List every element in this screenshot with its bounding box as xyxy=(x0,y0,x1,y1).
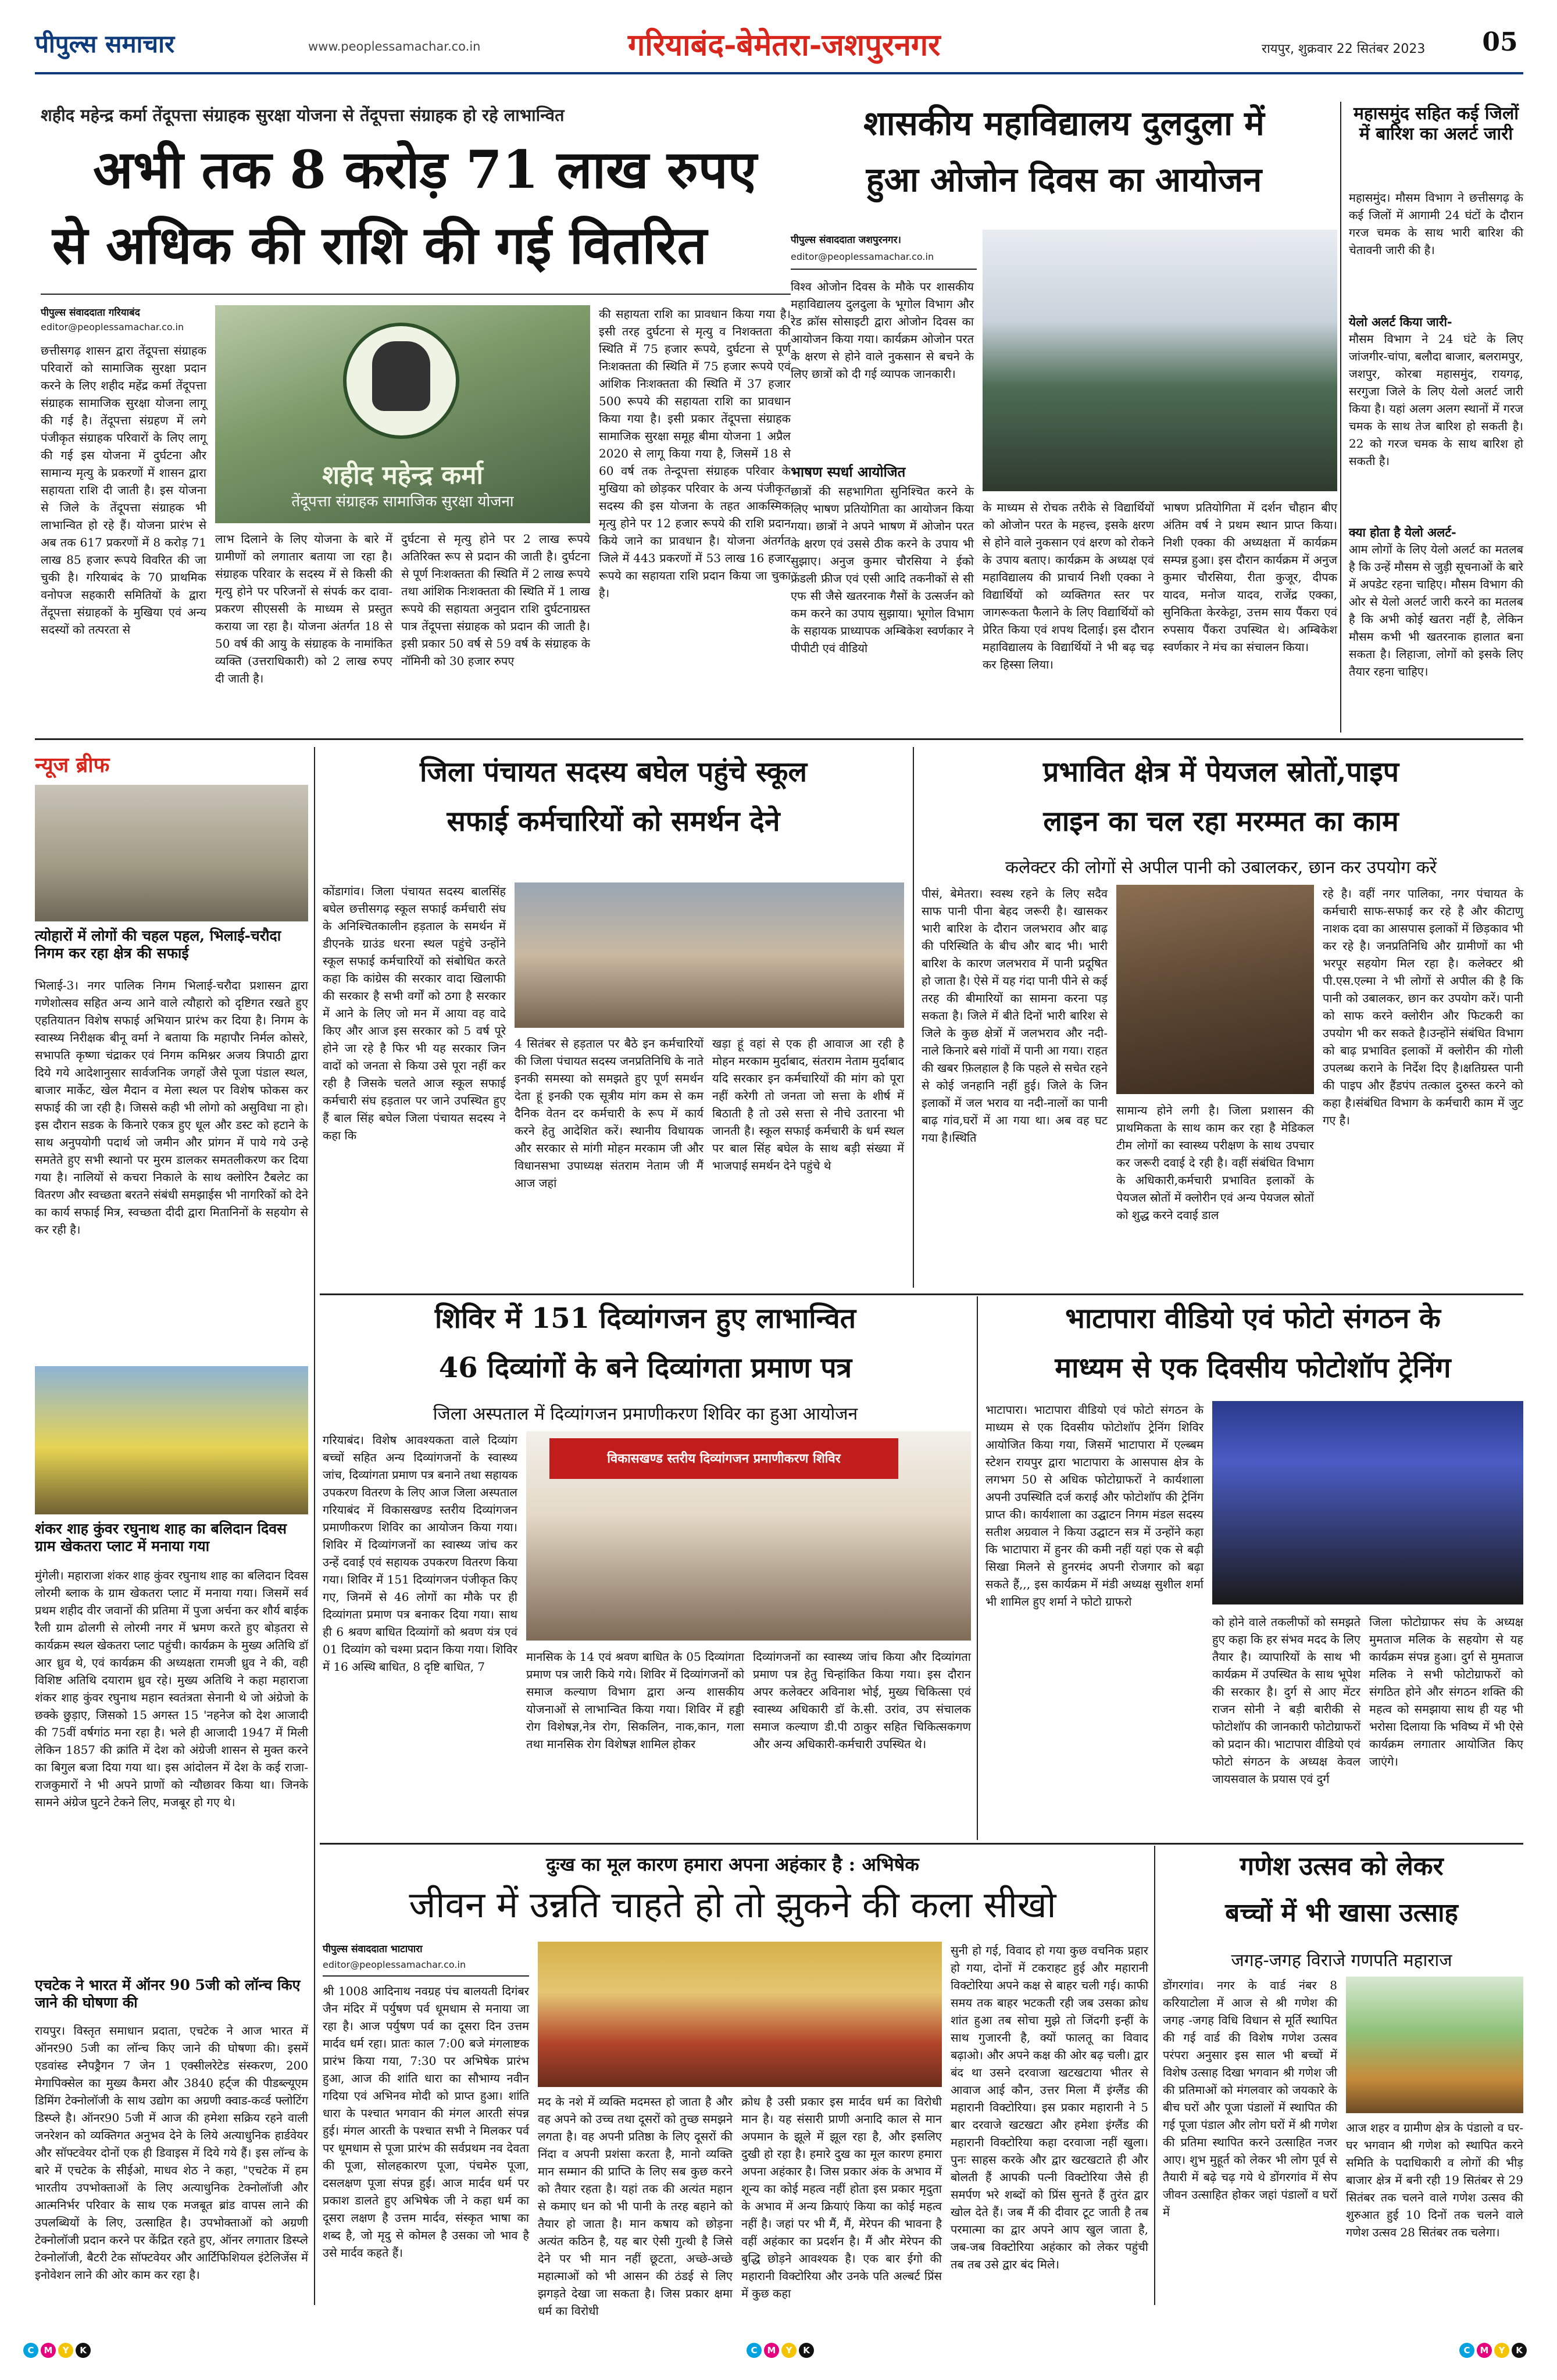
ozone-headline-2: हुआ ओजोन दिवस का आयोजन xyxy=(866,160,1262,199)
rain-sub-1: येलो अलर्ट किया जारी- xyxy=(1349,315,1452,329)
ganesh-deck: जगह-जगह विराजे गणपति महाराज xyxy=(1231,1950,1452,1971)
brief-3-headline: एचटेक ने भारत में ऑनर 90 5जी को लॉन्च किए जाने की घोषणा की xyxy=(35,1977,301,2011)
section-rule-1 xyxy=(35,738,1523,740)
rain-body-3: आम लोगों के लिए येलो अलर्ट का मतलब है कि उन्हें मौसम से जुड़ी सूचनाओं के बारे में अपडेट रहना चाहिए। मौसम विभाग की ओर से येलो अलर्ट जारी करने का मतलब है कि अभी कोई खतरा नहीं है, लेकिन मौसम कभी भी खतरनाक हालात बना सकता है। लिहाजा, लोगों को इसके लिए तैयार रहना चाहिए। xyxy=(1349,542,1523,678)
ozone-rule xyxy=(791,269,977,270)
divyang-photo xyxy=(526,1431,971,1641)
water-deck: कलेक्टर की लोगों से अपील पानी को उबालकर, छान कर उपयोग करें xyxy=(1005,857,1437,878)
brief-1-body: भिलाई-3। नगर पालिक निगम भिलाई-चरौदा प्रशासन द्वारा गणेशोत्सव सहित अन्य आने वाले त्यौहारो को दृष्टिगत रखते हुए एहतियातन विशेष सफाई अभियान प्रारंभ कर दिया है। निगम के स्वास्थ्य निरीक्षक बीनू वर्मा ने बताया कि महापौर निर्मल कोसरे, सभापति कृष्णा चंद्राकर एवं निगम कमिश्नर अजय त्रिपाठी द्वारा दिये गये आदेशानुसार सार्वजनिक जगहों जैसे पूजा पंडाल स्थल, बाजार मार्केट, खेल मैदान व मेला स्थल पर विशेष फोकस कर सफाई की जा रही है। जिससे कही भी लोगो को असुविधा ना हो। इस दौरान सडक के किनारे एकत्र हुए धूल और डस्ट को हटाने के साथ अनुपयोगी पदार्थ जो जमीन और प्रांगन में पाये गये उन्हे समतेते हुए सभी स्थानो पर मुरम डालकर समतलीकरण कर दिया गया है। नालियों से कचरा निकाले के साथ क्लोरिन टैबलेट का वितरण और स्वच्छता बरतने संबंधी समझाईस भी नागरिकों को देने का कार्य सफाई मित्र, स्वच्छता दीदी द्वारा मितानिनों के सहयोग से कर रही है। xyxy=(35,978,308,1237)
school-col-1: कोंडागांव। जिला पंचायत सदस्य बालसिंह बघेल छत्तीसगढ़ स्कूल सफाई कर्मचारी संघ के अनिश्चितकालीन हड़ताल के समर्थन में डीएनके ग्राउंड धरना स्थल पहुंचे उन्होंने स्कूल सफाई कर्मचारियों को संबोधित करते कहा कि कांग्रेस की सरकार वादा खिलाफी की सरकार है सभी वर्गों को ठगा है सरकार में आने के लिए जो मन में आया वह वादे किए और आज इस सरकार को 5 वर्ष पूरे होने जा रहे है फिर भी यह सरकार जिन वादों को जनता से किया उसे पूरा नहीं कर रही है जिसके चलते आज स्कूल सफाई कर्मचारी संघ हड़ताल पर जाने उपस्थित हुए हैं बाल सिंह बघेल जिला पंचायत सदस्य ने कहा कि xyxy=(323,884,506,1142)
lead-byline: पीपुल्स संवाददाता गरियाबंद xyxy=(41,307,140,319)
magenta-mark: M xyxy=(1477,2343,1492,2358)
lead-photo-caption-1: शहीद महेन्द्र कर्मा xyxy=(322,460,483,490)
divyang-photo-banner: विकासखण्ड स्तरीय दिव्यांगजन प्रमाणीकरण शिविर xyxy=(549,1438,898,1479)
lead-email: editor@peoplessamachar.co.in xyxy=(41,321,184,333)
ganesh-headline-1: गणेश उत्सव को लेकर xyxy=(1240,1852,1444,1881)
cyan-mark: C xyxy=(1459,2343,1474,2358)
yellow-mark: Y xyxy=(1494,2343,1509,2358)
page-number: 05 xyxy=(1482,27,1518,57)
jain-col-4: सुनी हो गई, विवाद हो गया कुछ वचनिक प्रहार हो गया, दोनों में टकराहट हुई और महारानी विक्टोरिया अपने कक्ष से बाहर चली गई। काफी समय तक बाहर भटकती रही जब उसका क्रोध शांत हुआ तब सोचा मुझे तो जिंदगी इन्हीं के साथ गुजारनी है, क्यों फालतू का विवाद बढ़ाओ। और अपने कक्ष की ओर बढ़ चली। द्वार बंद था उसने दरवाजा खटखटाया भीतर से आवाज आई कौन, उत्तर मिला मैं इंग्लैंड की महारानी विक्टोरिया। इस प्रकार महारानी ने 5 बार दरवाजे खटखटा और हमेशा इंग्लैंड की महारानी विक्टोरिया कहा दरवाजा नहीं खुला। पुनः साहस करके और द्वार खटखटाते ही और बोलती हैं आपकी पत्नी विक्टोरिया जैसे ही समर्पण भरे शब्दों को प्रिंस सुनते हैं तुरंत द्वार खोल देते हैं। जब मैं की दीवार टूट जाती है तब परमात्मा का द्वार अपने आप खुल जाता है, जब-जब विक्टोरिया अहंकार को लेकर पहुंची तब तब उसे द्वार बंद मिले। xyxy=(951,1943,1148,2271)
photoshop-headline-2: माध्यम से एक दिवसीय फोटोशॉप ट्रेनिंग xyxy=(1055,1352,1451,1384)
ganesh-col-1: डोंगरगांव। नगर के वार्ड नंबर 8 करियाटोला में आज से श्री गणेश की जगह -जगह विधि विधान से मूर्ति स्थापित की गई वार्ड की विशेष गणेश उत्सव परंपरा अनुसार इस साल भी बच्चों में विशेष उत्साह दिखा भगवान श्री गणेश जी की प्रतिमाओं को मंगलवार को जयकारे के बीच घरों और पूजा पंडालों में स्थापित की गई पूजा पंडाल और लोग घरों में श्री गणेश की प्रतिमा स्थापित करने उत्साहित नजर आए। शुभ मुहूर्त को लेकर भी लोग पूर्व से तैयारी में बढ़े चढ़ गये थे डोंगरगांव में सेप जीवन उत्साहित होकर जहां पंडालों व घरों में xyxy=(1163,1978,1338,2219)
ozone-email: editor@peoplessamachar.co.in xyxy=(791,251,934,262)
cyan-mark: C xyxy=(747,2343,762,2358)
portrait-icon xyxy=(372,341,430,411)
rain-headline: महासमुंद सहित कई जिलों में बारिश का अलर्ट जारी xyxy=(1353,103,1519,145)
lead-headline-2: से अधिक की राशि की गई वितरित xyxy=(52,215,707,276)
magenta-mark: M xyxy=(764,2343,779,2358)
divyang-headline-1: शिविर में 151 दिव्यांगजन हुए लाभान्वित xyxy=(434,1302,856,1335)
dateline: रायपुर, शुक्रवार 22 सितंबर 2023 xyxy=(1262,42,1426,56)
jain-col-3: क्रोध है उसी प्रकार इस मार्दव धर्म का विरोधी मान है। यह संसारी प्राणी अनादि काल से मान अपमान के झूले में झूल रहा है, और इसलिए दुखी हो रहा है। हमारे दुख का मूल कारण हमारा अपना अहंकार है। जिस प्रकार अंक के अभाव में शून्य का कोई महत्व नहीं होता इस प्रकार मृदुता के अभाव में अन्य क्रियाएं किया का कोई महत्व नहीं है। जहां पर भी मैं, मैं, मेरेपन की भावना है वहीं अहंकार का प्रदर्शन है। मैं और मेरेपन की बुद्धि छोड़ने आवश्यक है। एक बार ईगो की महारानी विक्टोरिया और उनके पति अल्बर्ट प्रिंस में कुछ कहा xyxy=(741,2095,942,2300)
jain-photo xyxy=(538,1942,942,2087)
brief-photo-1 xyxy=(35,785,308,921)
school-headline-2: सफाई कर्मचारियों को समर्थन देने xyxy=(447,805,780,838)
water-headline-1: प्रभावित क्षेत्र में पेयजल स्रोतों,पाइप xyxy=(1042,756,1399,788)
jain-col-2: मद के नशे में व्यक्ति मदमस्त हो जाता है और वह अपने को उच्च तथा दूसरों को तुच्छ समझने लगता है। वह अपनी प्रतिष्ठा के लिए दूसरों की निंदा व अपनी प्रशंसा करता है, मानो व्यक्ति मान सम्मान की प्राप्ति के लिए सब कुछ करने को तैयार रहता है। यहां तक की अत्यंत महान से कमाए धन को भी पानी के तरह बहाने को तैयार हो जाता है। मान कषाय को छोड़ना अत्यंत कठिन है, यह बार ऐसी गुत्थी है जिसे देने पर भी मान नहीं छूटता, अच्छे-अच्छे महात्माओं को भी आसन की ठंडई से लिए झगड़ते देखा जा सकता है। जिस प्रकार क्षमा धर्म का विरोधी xyxy=(538,2095,733,2318)
jain-col-1: श्री 1008 आदिनाथ नवग्रह पंच बालयती दिगंबर जैन मंदिर में पर्युषण पर्व धूमधाम से मनाया जा रहा है। आज पर्युषण पर्व का दूसरा दिन उत्तम मार्दव धर्म रहा। प्रातः काल 7:00 बजे मंगलाष्टक प्रारंभ किया गया, 7:30 पर अभिषेक प्रारंभ हुआ, आज की शांति धारा का सौभाग्य नवीन गदिया एवं अभिनव मोदी को प्राप्त हुआ। शांति धारा के पश्चात भगवान की मंगल आरती संपन्न हुई। मंगल आरती के पश्चात सभी ने मिलकर पर्व पर धूमधाम से पूजा प्रारंभ की सर्वप्रथम नव देवता की पूजा, सोलहकारण पूजा, पंचमेरु पूजा, दसलक्षण पूजा संपन्न हुई। आज मार्दव धर्म पर प्रकाश डालते हुए अभिषेक जी ने कहा धर्म का दूसरा लक्षण है उत्तम मार्दव, संस्कृत भाषा का शब्द है, जो मृदु से कोमल है उसका जो भाव है उसे मार्दव कहते हैं। xyxy=(323,1984,529,2260)
lead-photo-caption-2: तेंदूपत्ता संग्राहक सामाजिक सुरक्षा योजना xyxy=(291,493,514,510)
ozone-photo xyxy=(983,230,1337,491)
divyang-headline-2: 46 दिव्यांगों के बने दिव्यांगता प्रमाण पत्र xyxy=(438,1352,852,1384)
mid-divider-1 xyxy=(913,747,914,1288)
registration-marks-center xyxy=(747,2343,814,2358)
jain-rule xyxy=(323,1975,529,1977)
registration-marks-right xyxy=(1459,2343,1527,2358)
brief-2-headline: शंकर शाह कुंवर रघुनाथ शाह का बलिदान दिवस ग्राम खेकतरा प्लाट में मनाया गया xyxy=(35,1520,287,1554)
jain-byline: पीपुल्स संवाददाता भाटापारा xyxy=(323,1943,423,1955)
water-col-3: रहे है। वहीं नगर पालिका, नगर पंचायत के कर्मचारी साफ-सफाई कर रहे है और कीटाणु नाशक दवा का आसपास इलाकों में छिड़काव भी कर रहे है। जनप्रतिनिधि और ग्रामीणों का भी भरपूर सहयोग मिल रहा है। कलेक्टर श्री पी.एस.एल्मा ने भी लोगों से अपील की है कि पानी को उबालकर, छान कर उपयोग करें। पानी को साफ करने क्लोरीन और फिटकरी का उपयोग भी कर सकते है।उन्होंने संबंधित विभाग को बाढ़ प्रभावित इलाकों में क्लोरीन की गोली उपलब्ध कराने के निर्देश दिए है।क्षतिग्रस्त पानी की पाइप और हैंडपंप तत्काल दुरुस्त करने को कहा है।संबंधित विभाग के कर्मचारी काम में जुट गए है। xyxy=(1323,887,1523,1127)
photoshop-col-3: जिला फोटोग्राफर संघ के अध्यक्ष मुमताज मलिक के सहयोग से यह कार्यक्रम संपन्न हुआ। दुर्ग से मुमताज मलिक ने सभी फोटोग्राफरों को संगठित होने और संगठन शक्ति की महत्व को समझाया साथ ही यह भी भरोसा दिलाया कि भविष्य में भी ऐसे कार्यक्रम लगातार आयोजित किए जाएंगे। xyxy=(1369,1615,1523,1768)
ozone-col-1b: छात्रों की सहभागिता सुनिश्चित करने के लिए भाषण प्रतियोगिता का आयोजन किया गया। छात्रों ने अपने भाषण में ओजोन परत के क्षरण एवं उससे ठीक करने के उपाय भी सुझाए। अनुज कुमार चौरसिया ने ईको फ्रेंडली फ्रीज एवं एसी आदि तकनीकों से सी एफ सी जैसे खतरनाक गैसों के उत्सर्जन को कम करने का उपाय सुझाया। भूगोल विभाग के सहायक प्राध्यापक अम्बिकेश स्वर्णकार ने पीपीटी एवं वीडियो xyxy=(791,484,974,655)
ozone-col-2: के माध्यम से रोचक तरीके से विद्यार्थियों को ओजोन परत के महत्त्व, इसके क्षरण से होने वाले नुकसान एवं क्षरण को रोकने के उपाय बताए। कार्यक्रम के अध्यक्ष एवं महाविद्यालय की प्राचार्य निशी एक्का ने विद्यार्थियों को व्यक्तिगत स्तर पर जागरूकता फैलाने के लिए विद्यार्थियों को प्रेरित किया एवं शपथ दिलाई। इस दौरान महाविद्यालय के विद्यार्थियों ने भी बढ़ चढ़ कर हिस्सा लिया। xyxy=(983,501,1154,671)
rain-divider xyxy=(1340,102,1341,732)
ozone-byline: पीपुल्स संवाददाता जशपुरनगर। xyxy=(791,234,901,246)
brief-2-body: मुंगेली। महाराजा शंकर शाह कुंवर रघुनाथ शाह का बलिदान दिवस लोरमी ब्लाक के ग्राम खेकतरा प्लाट में मनाया गया। जिसमें सर्व प्रथम शहीद वीर जवानों की प्रतिमा में पुजा अर्चना कर शौर्य बाईक रैली ग्राम ढोलगी से लोरमी नगर में भ्रमण करते हुए बोड़तरा से कार्यक्रम स्थल खेकतरा प्लाट पहुंची। कार्यक्रम के मुख्य अतिथि डॉ आर ध्रुव थे, एवं कार्यक्रम की अध्यक्षता रामजी ध्रुव ने की, वही विशिष्ट अतिथि दयाराम ध्रुव रहे। मुख्य अतिथि ने कहा महाराजा शंकर शाह कुंवर रघुनाथ महान स्वतंत्रता सेनानी थे जो अंग्रेजो के छक्के छुड़ाए, जिसको 15 अगस्त 15 'नहनेज को देश आजादी की 75वीं वर्षगांठ मना रहा है। भले ही आजादी 1947 में मिली लेकिन 1857 की क्रांति में देश को अंग्रेजी शासन से मुक्त करने का बिगुल बजा दिया गया था। इस आंदोलन में देश के कई राजा-राजकुमारों ने भी अपने प्राणों को न्यौछावर किया था। जिनके सामने अंग्रेज घुटने टेकने लिए, मजबूर हो गए थे। xyxy=(35,1568,308,1809)
photoshop-photo xyxy=(1212,1401,1523,1604)
ganesh-photo xyxy=(1346,1977,1523,2113)
water-photo xyxy=(1116,885,1314,1094)
photoshop-headline-1: भाटापारा वीडियो एवं फोटो संगठन के xyxy=(1065,1302,1441,1335)
jain-kicker: दुःख का मूल कारण हमारा अपना अहंकार है : अभिषेक xyxy=(546,1853,919,1875)
ganesh-headline-2: बच्चों में भी खासा उत्साह xyxy=(1225,1898,1458,1928)
divyang-col-1: गरियाबंद। विशेष आवश्यकता वाले दिव्यांग बच्चों सहित अन्य दिव्यांगजनों के स्वास्थ्य जांच, दिव्यांगता प्रमाण पत्र बनाने तथा सहायक उपकरण वितरण के लिए आज जिला अस्पताल गरियाबंद में विकासखण्ड स्तरीय दिव्यांगजन प्रमाणीकरण शिविर का आयोजन किया गया। शिविर में दिव्यांगजनों का स्वास्थ्य जांच कर उन्हें दवाई एवं सहायक उपकरण वितरण किया गया। शिविर में 151 दिव्यांगजन पंजीकृत किए गए, जिनमें से 46 लोगों का मौके पर ही दिव्यांगता प्रमाण पत्र बनाकर दिया गया। साथ ही 6 श्रवण बाधित दिव्यांगों को श्रवण यंत्र एवं 01 दिव्यांग को चश्मा प्रदान किया गया। शिविर में 16 अस्थि बाधित, 8 दृष्टि बाधित, 7 xyxy=(323,1433,517,1674)
water-col-2: सामान्य होने लगी है। जिला प्रशासन की प्राथमिकता के साथ काम कर रहा है मेडिकल टीम लोगों का स्वास्थ्य परीक्षण के साथ उपचार कर जरूरी दवाई दे रही है। वहीं संबंधित विभाग के अधिकारी,कर्मचारी प्रभावित इलाकों के पेयजल स्रोतों में क्लोरीन एवं अन्य पेयजल स्रोतों को शुद्ध करने दवाई डाल xyxy=(1116,1103,1314,1222)
lead-col-4: की सहायता राशि का प्रावधान किया गया है। इसी तरह दुर्घटना से मृत्यु व निशक्तता की स्थिति में 75 हजार रूपये, दुर्घटना से पूर्ण निःशक्तता की स्थिति में 75 हजार रूपये एवं आंशिक निःशक्तता की स्थिति में 37 हजार 500 रूपये की सहायता राशि का प्रावधान किया गया है। इसी प्रकार तेंदूपत्ता संग्राहक सामाजिक सुरक्षा समूह बीमा योजना 1 अप्रैल 2020 से लागू किया गया है, जिसमें 18 से 60 वर्ष तक तेन्दूपत्ता संग्राहक परिवार के मुखिया को छोड़कर परिवार के अन्य पंजीकृत सदस्य की इस योजना के तहत आकस्मिक मृत्यु होने पर 12 हजार रूपये की राशि प्रदान किये जाने का प्रावधान है। योजना अंतर्गत जिले में 443 प्रकरणों में 53 लाख 16 हजार रूपये का सहायता राशि प्रदान किया जा चुका है। xyxy=(599,307,791,600)
masthead-website: www.peoplessamachar.co.in xyxy=(308,40,481,53)
brief-divider xyxy=(314,747,315,2305)
rain-body-1: महासमुंद। मौसम विभाग ने छत्तीसगढ़ के कई जिलों में आगामी 24 घंटों के दौरान गरज चमक के साथ भारी बारिश की चेतावनी जारी की है। xyxy=(1349,191,1523,257)
divyang-col-3: दिव्यांगजनों का स्वास्थ्य जांच किया और दिव्यांगता प्रमाण पत्र हेतु चिन्हांकित किया गया। इस दौरान अपर कलेक्टर अविनाश भोई, मुख्य चिकित्सा एवं स्वास्थ्य अधिकारी डॉ के.सी. उरांव, उप संचालक समाज कल्याण डी.पी ठाकुर सहित चिकित्सकगण और अन्य अधिकारी-कर्मचारी उपस्थित थे। xyxy=(753,1650,971,1751)
water-col-1: पीसं, बेमेतरा। स्वस्थ रहने के लिए सदैव साफ पानी पीना बेहद जरूरी है। खासकर भारी बारिश के दौरान जलभराव और बाढ़ की परिस्थिति के बीच और बाद भी। भारी बारिश के कारण जलभराव में पानी प्रदूषित हो जाता है। ऐसे में यह गंदा पानी पीने से कई तरह की बीमारियों का सामना करना पड़ सकता है। जिले में बीते दिनों भारी बारिश से जिले के कुछ क्षेत्रों में जलभराव और नदी-नाले किनारे बसे गांवों में पानी आ गया। राहत की खबर फ़िलहाल है कि पहले से सचेत रहने से कोई जनहानि नहीं हुई। जिले के जिन इलाकों में जल भराव या नदी-नालों का पानी बाढ़ गांव,घरों में आ गया था। अब वह घट गया है।स्थिति xyxy=(922,887,1108,1145)
yellow-mark: Y xyxy=(781,2343,797,2358)
jain-email: editor@peoplessamachar.co.in xyxy=(323,1959,466,1970)
lead-kicker: शहीद महेन्द्र कर्मा तेंदूपत्ता संग्राहक सुरक्षा योजना से तेंदूपत्ता संग्राहक हो रहे लाभान्वित xyxy=(41,105,565,125)
divyang-col-2: मानसिक के 14 एवं श्रवण बाधित के 05 दिव्यांगता प्रमाण पत्र जारी किये गये। शिविर में दिव्यांगजनों को समाज कल्याण विभाग द्वारा अन्य शासकीय योजनाओं से लाभान्वित किया गया। शिविर में हड्डी रोग विशेषज्ञ,नेत्र रोग, सिकलिन, नाक,कान, गला तथा मानसिक रोग विशेषज्ञ शामिल होकर xyxy=(526,1650,744,1751)
school-col-2: 4 सितंबर से हड़ताल पर बैठे इन कर्मचारियों की जिला पंचायत सदस्य जनप्रतिनिधि के नाते इनकी समस्या को समझते हुए पूर्ण समर्थन देता हूं इनकी एक सूत्रीय मांग कम से कम दैनिक वेतन दर कर्मचारी के रूप में कार्य करने हेतु आदेशित करें। स्थानीय विधायक और सरकार से मांगी मोहन मरकाम जी और विधानसभा उपाध्यक्ष संतराम नेताम जी मैं आज जहां xyxy=(515,1037,703,1190)
mid-divider-2 xyxy=(977,1296,978,1840)
water-headline-2: लाइन का चल रहा मरम्मत का काम xyxy=(1043,805,1399,838)
section-title: गरियाबंद-बेमेतरा-जशपुरनगर xyxy=(628,27,941,63)
lead-headline-1: अभी तक 8 करोड़ 71 लाख रुपए xyxy=(93,139,757,201)
black-mark: K xyxy=(76,2343,91,2358)
photoshop-col-1: भाटापारा। भाटापारा वीडियो एवं फोटो संगठन के माध्यम से एक दिवसीय फोटोशॉप ट्रेनिंग शिविर आयोजित किया गया, जिसमें भाटापारा में एल्ब्बम स्टेशन रायपुर द्वारा भाटापारा के आसपास क्षेत्र के लगभग 50 से अधिक फोटोग्राफरों ने कार्यशाला अपनी उपस्थिति दर्ज कराई और फोटोशॉप की ट्रेनिंग प्राप्त की। कार्यशाला का उद्घाटन निगम मंडल सदस्य सतीश अग्रवाल ने किया उद्घाटन सत्र में उन्होंने कहा कि भाटापारा में हुनर की कमी नहीं यहां एक से बढ़ी सिखा मिलने से हुनरमंद अपनी रोजगार को बढ़ा सकते हैं,,, इस कार्यक्रम में मंडी अध्यक्ष सुशील शर्मा भी शामिल हुए शर्मा ने फोटो ग्राफरो xyxy=(985,1403,1204,1609)
photoshop-col-2: को होने वाले तकलीफों को समझते हुए कहा कि हर संभव मदद के लिए तैयार है। व्यापारियों के साथ भी कार्यक्रम में उपस्थित के साथ भूपेश की सरकार है। दुर्ग से आए मेंटर राजन सोनी ने बड़ी बारीकी से फोटोशॉप की जानकारी फोटोग्राफरों को प्रदान की। भाटापारा वीडियो एवं फोटो संगठन के अध्यक्ष केवल जायसवाल के प्रयास एवं दुर्ग xyxy=(1212,1615,1360,1786)
lead-rule xyxy=(41,294,791,295)
divyang-deck: जिला अस्पताल में दिव्यांगजन प्रमाणीकरण शिविर का हुआ आयोजन xyxy=(433,1404,858,1424)
lead-col-2: लाभ दिलाने के लिए योजना के बारे में ग्रामीणों को लगातार बताया जा रहा है। संग्राहक परिवार के सदस्य में से किसी की मृत्यु होने पर परिजनों से संपर्क कर दावा-प्रकरण सीएससी के माध्यम से प्रस्तुत कराया जा रहा है। योजना अंतर्गत 18 से 50 वर्ष की आयु के संग्राहक के नामांकित व्यक्ति (उत्तराधिकारी) को 2 लाख रुपए दी जाती है। xyxy=(215,532,392,685)
registration-marks-left xyxy=(23,2343,91,2358)
brief-1-headline: त्योहारों में लोगों की चहल पहल, भिलाई-चरौदा निगम कर रहा क्षेत्र की सफाई xyxy=(35,927,281,962)
ozone-subhead: भाषण स्पर्धा आयोजित xyxy=(791,463,906,480)
section-rule-2 xyxy=(320,1293,1523,1295)
rain-sub-2: क्या होता है येलो अलर्ट- xyxy=(1349,525,1456,539)
school-headline-1: जिला पंचायत सदस्य बघेल पहुंचे स्कूल xyxy=(419,756,808,788)
yellow-mark: Y xyxy=(58,2343,73,2358)
lead-col-3: दुर्घटना से मृत्यु होने पर 2 लाख रूपये अतिरिक्त रूप से प्रदान की जाती है। दुर्घटना से पूर्ण निःशक्तता की स्थिति में 2 लाख रूपये तथा आंशिक निःशक्तता की स्थिति में 1 लाख रूपये की सहायता अनुदान राशि दुर्घटनाग्रस्त पात्र तेंदूपत्ता संग्राहक को प्रदान की जाती है। इसी प्रकार 50 वर्ष से 59 वर्ष के संग्राहक के नॉमिनी को 30 हजार रुपए xyxy=(401,532,590,668)
section-rule-3 xyxy=(320,1843,1523,1845)
magenta-mark: M xyxy=(41,2343,56,2358)
mid-divider-3 xyxy=(1154,1846,1155,2305)
black-mark: K xyxy=(1512,2343,1527,2358)
cyan-mark: C xyxy=(23,2343,38,2358)
lead-col-1: छत्तीसगढ़ शासन द्वारा तेंदूपत्ता संग्राहक परिवारों को सामाजिक सुरक्षा प्रदान करने के लिए शहीद महेंद्र कर्मा तेंदूपत्ता संग्राहक सामाजिक सुरक्षा योजना लागू की गई है। तेंदूपत्ता संग्रहण में लगे पंजीकृत संग्राहक परिवारों के लिए लागू की गई इस योजना में दुर्घटना और सामान्य मृत्यु के प्रकरणों में शासन द्वारा सहायता राशि दी जाती है। इस योजना से जिले के तेंदूपत्ता संग्राहक भी लाभान्वित हो रहे हैं। योजना प्रारंभ से अब तक 617 प्रकरणों में 8 करोड़ 71 लाख 85 हजार रूपये विवरित की जा चुकी है। गरियाबंद के 70 प्राथमिक वनोपज सहकारी समितियों के द्वारा तेंदूपत्ता संग्राहकों के मुखिया एवं अन्य सदस्यों को तत्परता से xyxy=(41,344,206,637)
black-mark: K xyxy=(799,2343,814,2358)
brief-photo-2 xyxy=(35,1366,308,1514)
jain-headline: जीवन में उन्नति चाहते हो तो झुकने की कला सीखो xyxy=(409,1884,1056,1926)
masthead-rule xyxy=(35,72,1523,74)
school-photo xyxy=(515,882,904,1028)
ozone-headline-1: शासकीय महाविद्यालय दुलदुला में xyxy=(863,103,1265,143)
brief-label: न्यूज ब्रीफ xyxy=(35,753,110,777)
masthead-logo: पीपुल्स समाचार xyxy=(35,30,175,58)
brief-3-body: रायपुर। विस्तृत समाधान प्रदाता, एचटेक ने आज भारत में ऑनर90 5जी का लॉन्च किए जाने की घोषणा की। इसमें एडवांस्ड स्नैपड्रैगन 7 जेन 1 एक्सीलरेटेड संस्करण, 200 मेगापिक्सेल का मुख्य कैमरा और 3840 हर्ट्ज की पीडब्ल्यूएम डिमिंग टेक्नोलॉजी के साथ उद्योग का अग्रणी क्वाड-कर्व्ड फ्लोटिंग डिस्प्ले है। ऑनर90 5जी में आज की हमेशा सक्रिय रहने वाली जनरेशन को व्यक्तिगत अनुभव देने के लिये अत्याधुनिक हार्डवेयर और सॉफ्टवेयर दोनों एक ही डिवाइस में दिये गये हैं। इस लॉन्च के बारे में एचटेक के सीईओ, माधव शेठ ने कहा, "एचटेक में हम भारतीय उपभोक्ताओं के लिए अत्याधुनिक टेक्नोलॉजी और आत्मनिर्भर परिवार के साथ एक मजबूत ब्रांड वापस लाने की उपलब्धियों के लिए, उत्साहित है। उपभोक्ताओं को अग्रणी टेक्नोलॉजी प्रदान करने पर केंद्रित रहते हुए, ऑनर लगातार डिस्प्ले टेक्नोलॉजी, बैटरी टेक सॉफ्टवेयर और आर्टिफिशियल इंटेलिजेंस में इनोवेशन लाने की ओर काम कर रहा है। xyxy=(35,2024,308,2282)
ganesh-col-2: आज शहर व ग्रामीण क्षेत्र के पंडालो व घर-घर भगवान श्री गणेश को स्थापित करने समिति के पदाधिकारी व लोगों की भीड़ बाजार क्षेत्र में बनी रही 19 सितंबर से 29 सितंबर तक चलने वाले गणेश उत्सव की शुरुआत हुई 10 दिनों तक चलने वाले गणेश उत्सव 28 सितंबर तक चलेगा। xyxy=(1346,2121,1523,2239)
school-col-3: खड़ा हूं वहां से एक ही आवाज आ रही है मोहन मरकाम मुर्दाबाद, संतराम नेताम मुर्दाबाद यदि सरकार इन कर्मचारियों की मांग को पूरा नहीं करेगी तो जनता जो सत्ता के शीर्ष में बिठाती है तो उसे सत्ता से नीचे उतारना भी जानती है। स्कूल सफाई कर्मचारी के धर्म स्थल पर बाल सिंह बघेल के साथ बड़ी संख्या में भाजपाई समर्थन देने पहुंचे थे xyxy=(712,1037,904,1173)
ozone-col-3: भाषण प्रतियोगिता में दर्शन चौहान बीए अंतिम वर्ष ने प्रथम स्थान प्राप्त किया। निशी एक्का की अध्यक्षता में कार्यक्रम सम्पन्न हुआ। इस दौरान कार्यक्रम में अनुज कुमार चौरसिया, रीता कुजूर, दीपक यादव, मनोज यादव, राजेंद्र एक्का, सुनिकिता केरकेट्टा, उत्तम साय पैंकरा एवं रुपसाय पैंकरा उपस्थित थे। अम्बिकेश स्वर्णकार ने मंच का संचालन किया। xyxy=(1163,501,1337,654)
masthead xyxy=(35,23,1523,70)
lead-photo xyxy=(215,305,590,523)
ozone-col-1: विश्व ओजोन दिवस के मौके पर शासकीय महाविद्यालय दुलदुला के भूगोल विभाग और रेड क्रॉस सोसाइटी द्वारा ओजोन दिवस का आयोजन किया गया। कार्यक्रम ओजोन परत के क्षरण से होने वाले नुकसान से बचने के लिए छात्रों को दी गई व्यापक जानकारी। xyxy=(791,280,974,381)
rain-body-2: मौसम विभाग ने 24 घंटे के लिए जांजगीर-चांपा, बलौदा बाजार, बलरामपुर, जशपुर, कोरबा महासमुंद, रायगढ़, सरगुजा जिले के लिए येलो अलर्ट जारी किया है। यहां अलग अलग स्थानों में गरज चमक के साथ तेज बारिश हो सकती है। 22 को गरज चमक के साथ बारिश हो सकती है। xyxy=(1349,332,1523,468)
